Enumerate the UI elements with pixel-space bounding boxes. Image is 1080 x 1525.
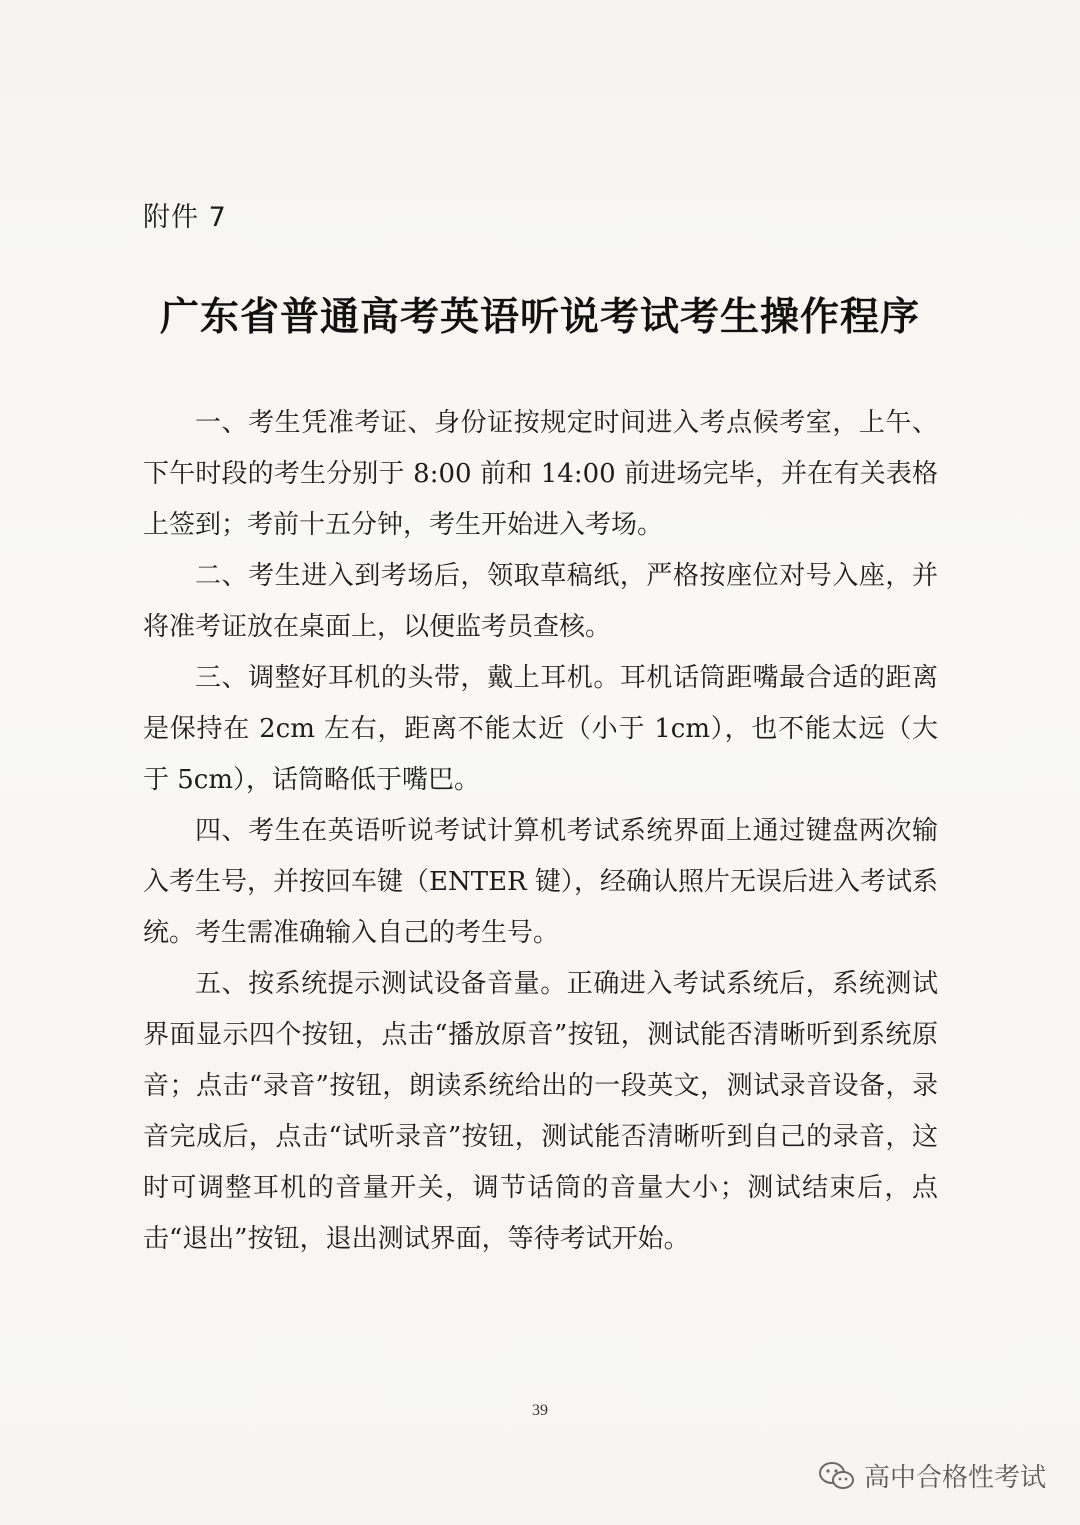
document-title: 广东省普通高考英语听说考试考生操作程序	[159, 295, 920, 340]
watermark	[818, 1457, 1046, 1494]
page-number: 39	[532, 1402, 548, 1419]
paragraph-2: 二、考生进入到考场后，领取草稿纸，严格按座位对号入座，并将准考证放在桌面上，以便监考员查核。	[143, 561, 938, 642]
paragraph-5: 五、按系统提示测试设备音量。正确进入考试系统后，系统测试界面显示四个按钮，点击“播放原音”按钮，测试能否清晰听到系统原音；点击“录音”按钮，朗读系统给出的一段英文，测试录音设备，录音完成后，点击“试听录音”按钮，测试能否清晰听到自己的录音，这时可调整耳机的音量开关，调节话筒的音量大小；测试结束后，点击“退出”按钮，退出测试界面，等待考试开始。	[143, 969, 938, 1254]
wechat-icon	[818, 1461, 856, 1491]
paragraph-1: 一、考生凭准考证、身份证按规定时间进入考点候考室，上午、下午时段的考生分别于 8:00 前和 14:00 前进场完毕，并在有关表格上签到；考前十五分钟，考生开始进入考场。	[143, 408, 938, 540]
paragraph-4: 四、考生在英语听说考试计算机考试系统界面上通过键盘两次输入考生号，并按回车键（ENTER 键），经确认照片无误后进入考试系统。考生需准确输入自己的考生号。	[143, 816, 938, 948]
paragraph-3: 三、调整好耳机的头带，戴上耳机。耳机话筒距嘴最合适的距离是保持在 2cm 左右，距离不能太近（小于 1cm），也不能太远（大于 5cm），话筒略低于嘴巴。	[143, 663, 938, 795]
watermark-text: 高中合格性考试	[863, 1463, 1046, 1493]
document-body	[143, 398, 938, 1265]
attachment-label: 附件 7	[143, 202, 227, 233]
